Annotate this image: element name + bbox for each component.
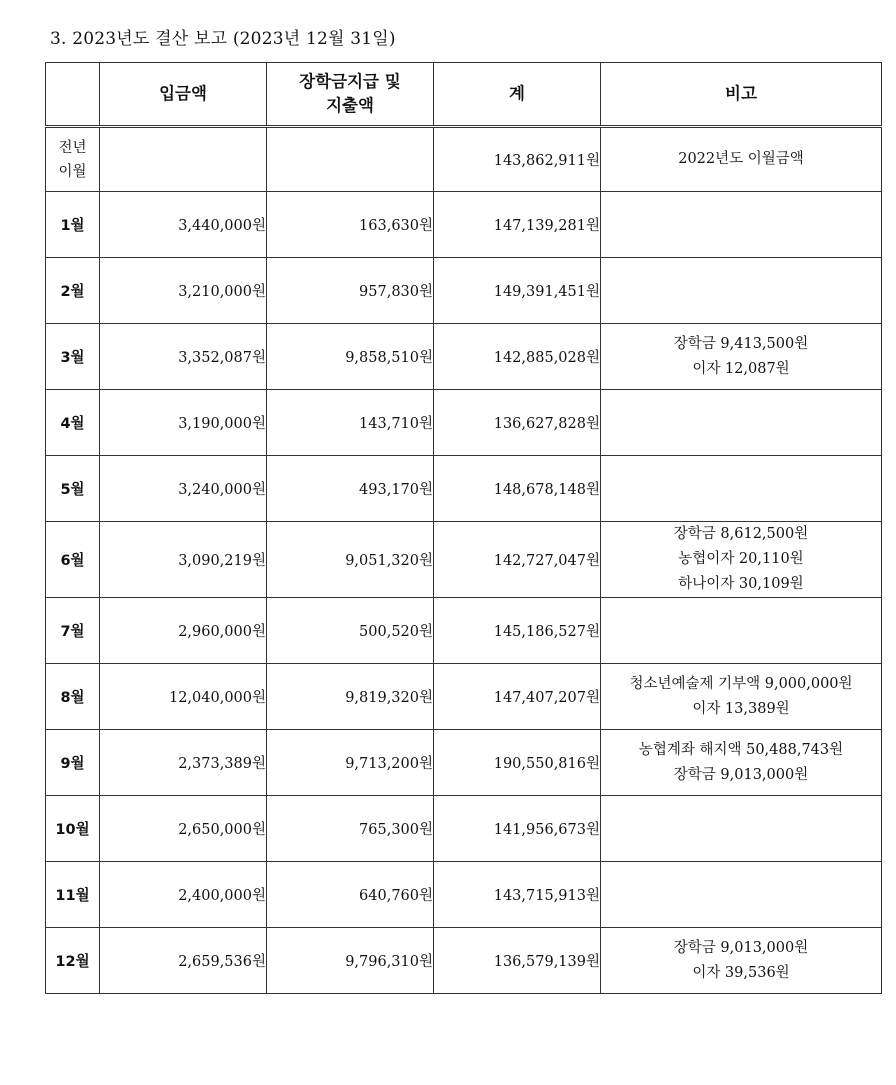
expense-cell: 957,830원 — [267, 258, 434, 324]
header-income: 입금액 — [100, 63, 267, 127]
income-cell: 3,190,000원 — [100, 390, 267, 456]
report-heading: 3. 2023년도 결산 보고 (2023년 12월 31일) — [50, 29, 396, 49]
month-cell: 6월 — [46, 522, 100, 598]
note-line: 장학금 9,013,000원 — [673, 766, 809, 783]
table-row — [46, 862, 882, 928]
table-row — [46, 522, 882, 598]
expense-cell: 765,300원 — [267, 796, 434, 862]
table-row — [46, 796, 882, 862]
header-expense-line1: 장학금지급 및 — [299, 72, 401, 91]
month-cell: 5월 — [46, 456, 100, 522]
note-cell — [601, 522, 882, 598]
note-cell — [601, 456, 882, 522]
note-line: 장학금 8,612,500원 — [673, 526, 809, 542]
income-cell: 2,400,000원 — [100, 862, 267, 928]
table-row — [46, 456, 882, 522]
note-line: 장학금 9,013,000원 — [673, 939, 809, 956]
note-cell — [601, 390, 882, 456]
expense-cell: 9,713,200원 — [267, 730, 434, 796]
month-cell: 9월 — [46, 730, 100, 796]
income-cell: 2,659,536원 — [100, 928, 267, 994]
month-cell: 7월 — [46, 598, 100, 664]
settlement-table — [45, 62, 882, 994]
total-cell: 136,627,828원 — [434, 390, 601, 456]
table-row — [46, 258, 882, 324]
income-cell: 3,440,000원 — [100, 192, 267, 258]
header-row — [46, 63, 882, 127]
expense-cell: 9,051,320원 — [267, 522, 434, 598]
month-cell: 12월 — [46, 928, 100, 994]
table-row — [46, 192, 882, 258]
carryover-label — [46, 127, 100, 192]
header-total: 계 — [434, 63, 601, 127]
income-cell: 3,090,219원 — [100, 522, 267, 598]
table-row — [46, 928, 882, 994]
header-expense-line2: 지출액 — [326, 96, 374, 115]
note-line: 이자 39,536원 — [692, 964, 790, 981]
expense-cell: 493,170원 — [267, 456, 434, 522]
expense-cell: 500,520원 — [267, 598, 434, 664]
income-cell: 12,040,000원 — [100, 664, 267, 730]
total-cell: 136,579,139원 — [434, 928, 601, 994]
income-cell: 2,650,000원 — [100, 796, 267, 862]
month-cell: 8월 — [46, 664, 100, 730]
header-expense — [267, 63, 434, 127]
total-cell: 145,186,527원 — [434, 598, 601, 664]
total-cell: 143,715,913원 — [434, 862, 601, 928]
note-cell — [601, 258, 882, 324]
note-cell — [601, 598, 882, 664]
total-cell: 190,550,816원 — [434, 730, 601, 796]
note-cell — [601, 664, 882, 730]
carryover-total: 143,862,911원 — [434, 127, 601, 192]
expense-cell: 163,630원 — [267, 192, 434, 258]
carryover-label-line1: 전년 — [58, 139, 87, 156]
total-cell: 142,885,028원 — [434, 324, 601, 390]
note-cell — [601, 928, 882, 994]
carryover-row — [46, 127, 882, 192]
total-cell: 147,407,207원 — [434, 664, 601, 730]
income-cell: 3,240,000원 — [100, 456, 267, 522]
total-cell: 141,956,673원 — [434, 796, 601, 862]
table-row — [46, 730, 882, 796]
carryover-income — [100, 127, 267, 192]
table-row — [46, 390, 882, 456]
note-line: 농협계좌 해지액 50,488,743원 — [638, 741, 844, 758]
total-cell: 149,391,451원 — [434, 258, 601, 324]
note-line: 하나이자 30,109원 — [678, 576, 804, 592]
month-cell: 1월 — [46, 192, 100, 258]
table-row — [46, 324, 882, 390]
note-line: 이자 13,389원 — [692, 700, 790, 717]
month-cell: 11월 — [46, 862, 100, 928]
total-cell: 147,139,281원 — [434, 192, 601, 258]
table-row — [46, 664, 882, 730]
note-line: 농협이자 20,110원 — [678, 551, 804, 567]
note-cell — [601, 324, 882, 390]
month-cell: 4월 — [46, 390, 100, 456]
header-note: 비고 — [601, 63, 882, 127]
income-cell: 2,373,389원 — [100, 730, 267, 796]
carryover-expense — [267, 127, 434, 192]
total-cell: 142,727,047원 — [434, 522, 601, 598]
total-cell: 148,678,148원 — [434, 456, 601, 522]
month-cell: 10월 — [46, 796, 100, 862]
income-cell: 3,210,000원 — [100, 258, 267, 324]
expense-cell: 640,760원 — [267, 862, 434, 928]
expense-cell: 9,819,320원 — [267, 664, 434, 730]
note-cell — [601, 862, 882, 928]
carryover-note: 2022년도 이월금액 — [601, 127, 882, 192]
note-cell — [601, 730, 882, 796]
note-line: 장학금 9,413,500원 — [673, 335, 809, 352]
note-cell — [601, 192, 882, 258]
note-line: 청소년예술제 기부액 9,000,000원 — [629, 675, 853, 692]
expense-cell: 9,796,310원 — [267, 928, 434, 994]
table-row — [46, 598, 882, 664]
carryover-label-line2: 이월 — [58, 163, 87, 180]
month-cell: 3월 — [46, 324, 100, 390]
income-cell: 3,352,087원 — [100, 324, 267, 390]
income-cell: 2,960,000원 — [100, 598, 267, 664]
note-cell — [601, 796, 882, 862]
month-cell: 2월 — [46, 258, 100, 324]
expense-cell: 9,858,510원 — [267, 324, 434, 390]
note-line: 이자 12,087원 — [692, 360, 790, 377]
header-blank — [46, 63, 100, 127]
expense-cell: 143,710원 — [267, 390, 434, 456]
